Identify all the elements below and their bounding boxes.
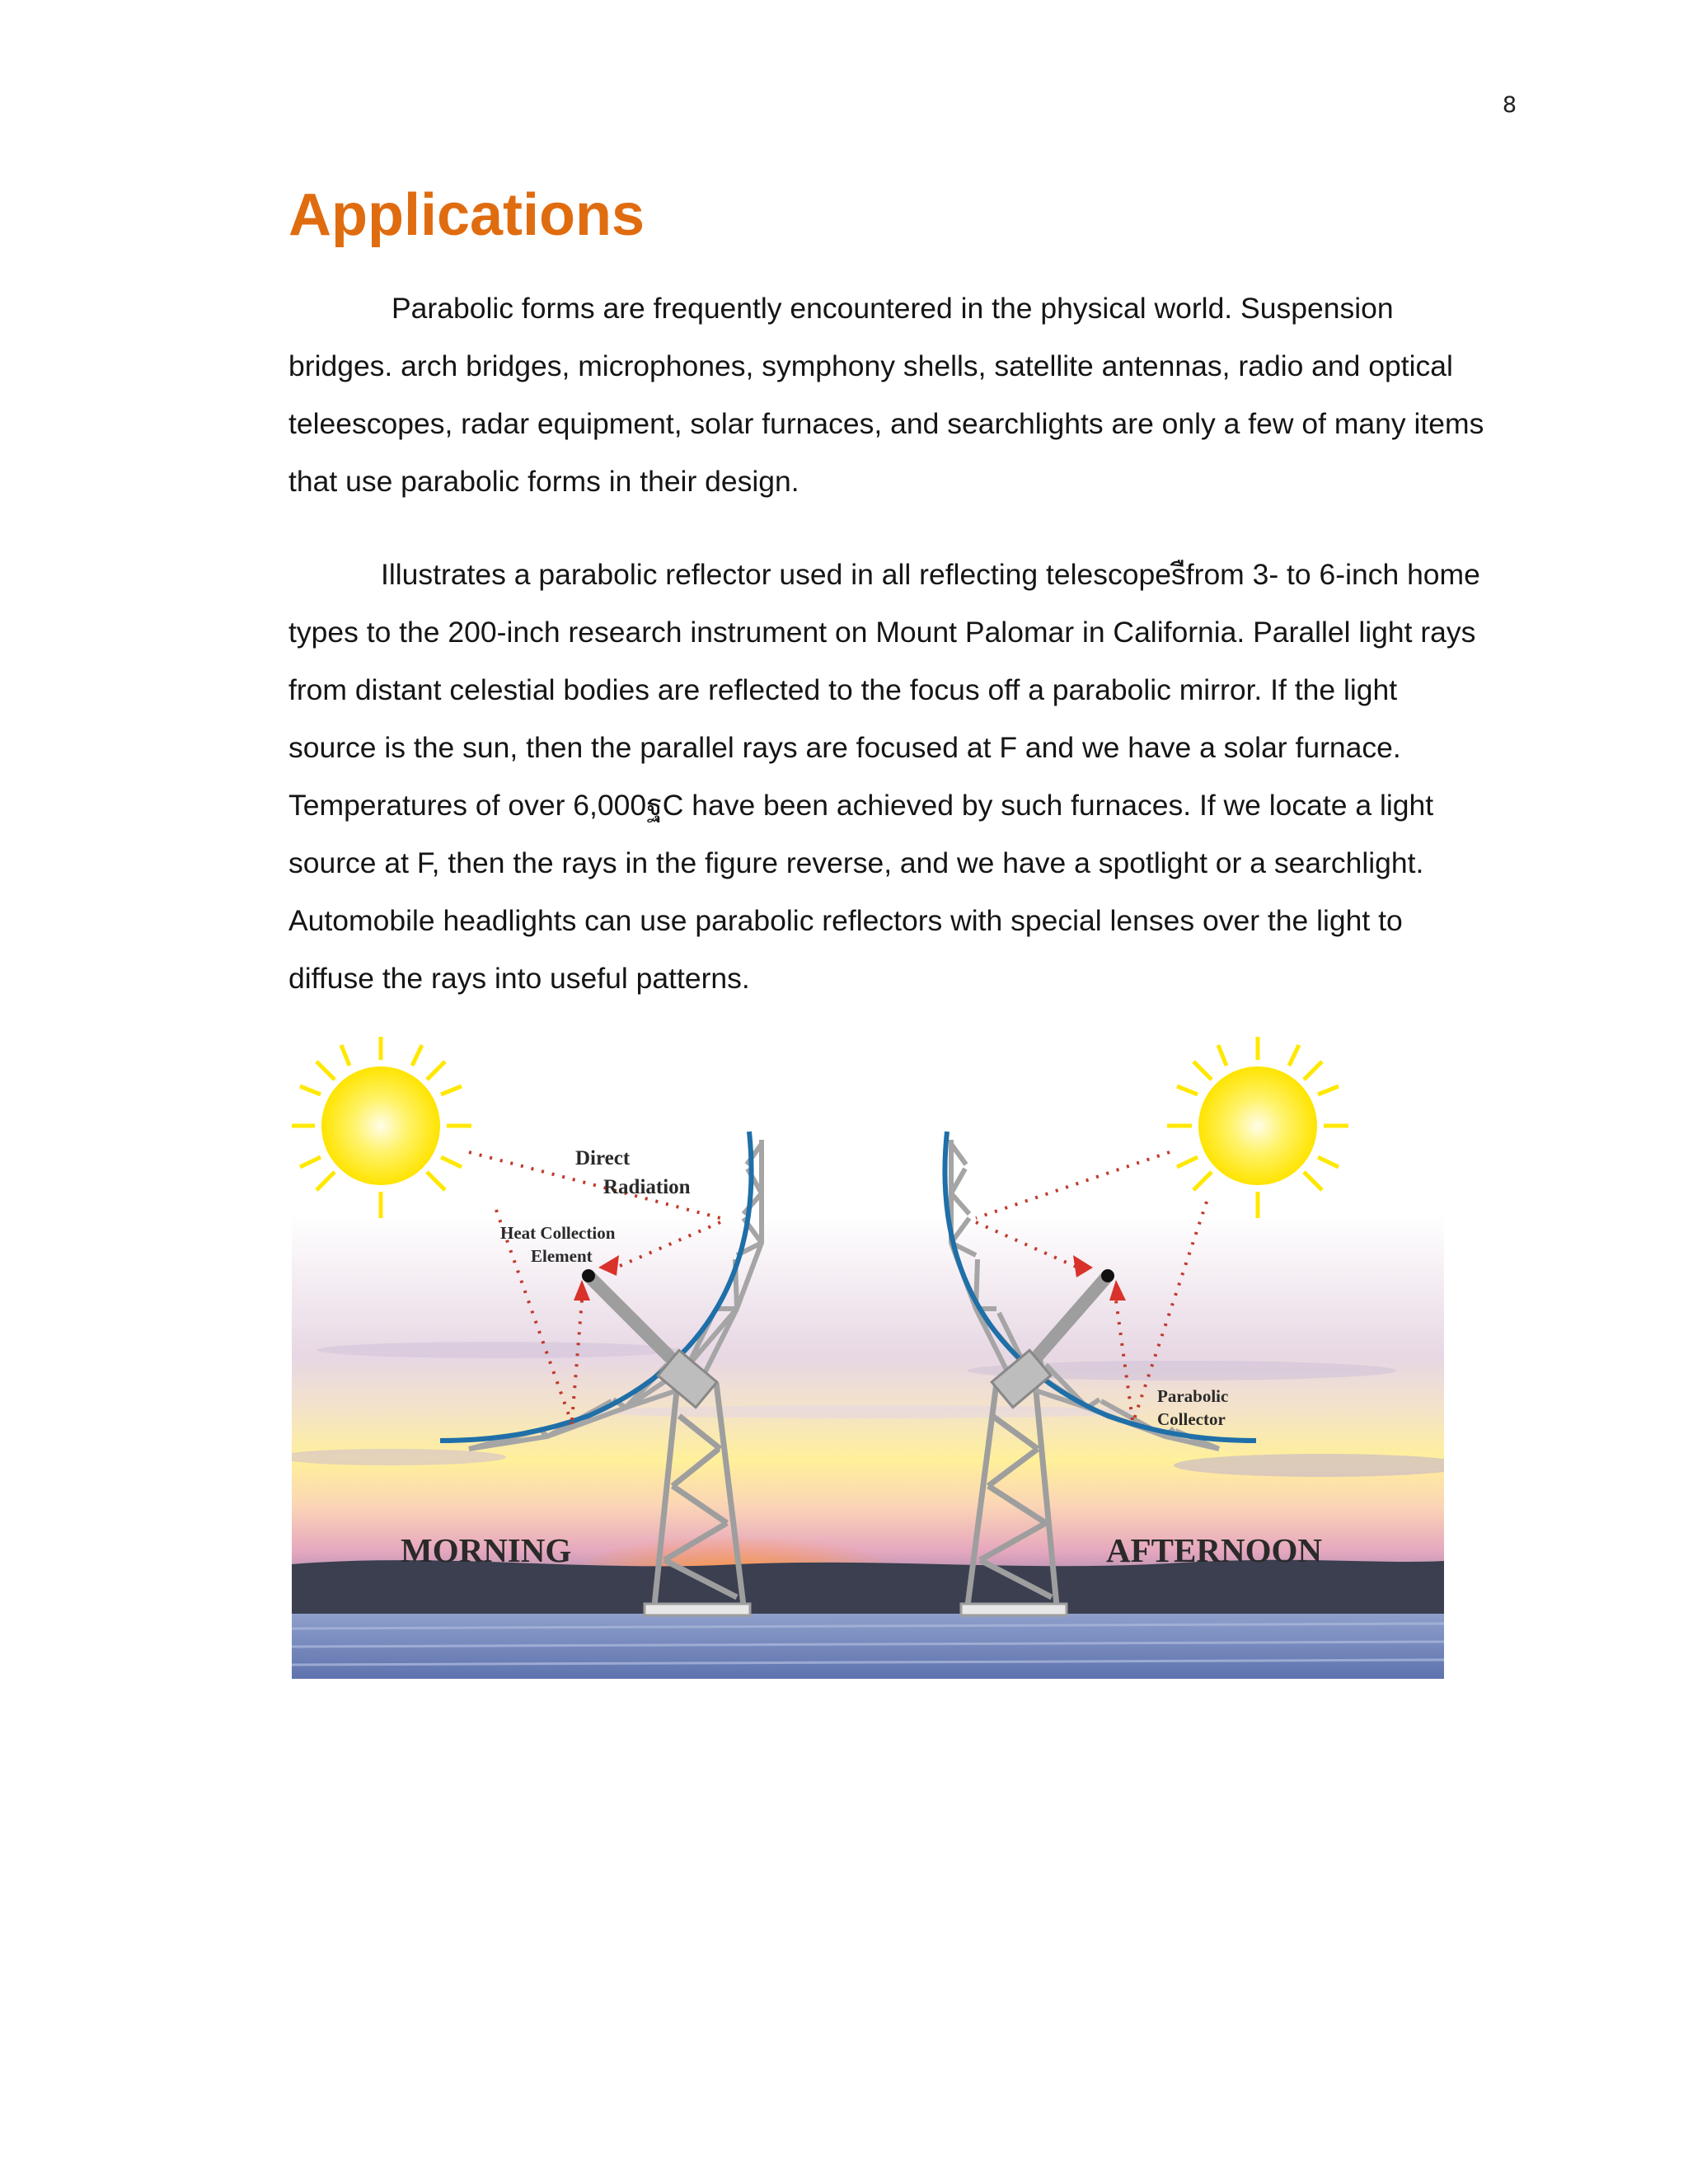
heat-collection-element-right xyxy=(1101,1269,1114,1282)
page-title: Applications xyxy=(288,182,645,248)
parabolic-collector-figure xyxy=(292,1037,1444,1679)
label-radiation: Radiation xyxy=(603,1176,691,1198)
label-heat-collection: Heat Collection xyxy=(500,1223,616,1243)
label-direct: Direct xyxy=(575,1147,631,1169)
heat-collection-element-left xyxy=(582,1269,595,1282)
paragraph-intro: Parabolic forms are frequently encountered in the physical world. Suspension bridges. arch bridges, microphones, symphony shells, satellite antennas, radio and optical teleescopes, radar equipment, solar furnaces, and searchlights are only a few of many items that use parabolic forms in their design. xyxy=(288,292,1484,498)
label-element: Element xyxy=(531,1246,593,1266)
label-collector: Collector xyxy=(1157,1409,1226,1429)
label-morning: MORNING xyxy=(401,1531,572,1569)
page-number: 8 xyxy=(1502,92,1517,118)
paragraph-reflector: Illustrates a parabolic reflector used in all reflecting telescopesืfrom 3- to 6-inch home types to the 200-inch research instrument on Mount Palomar in California. Parallel light rays from distant celestial bodies are reflected to the focus off a parabolic mirror. If the light source is the sun, then the parallel rays are focused at F and we have a solar furnace. Temperatures of over 6,000ฐC have been achieved by such furnaces. If we locate a light source at F, then the rays in the figure reverse, and we have a spotlight or a searchlight. Automobile headlights can use parabolic reflectors with special lenses over the light to diffuse the rays into useful patterns. xyxy=(288,558,1480,995)
label-parabolic: Parabolic xyxy=(1157,1386,1229,1406)
label-afternoon: AFTERNOON xyxy=(1106,1531,1322,1569)
